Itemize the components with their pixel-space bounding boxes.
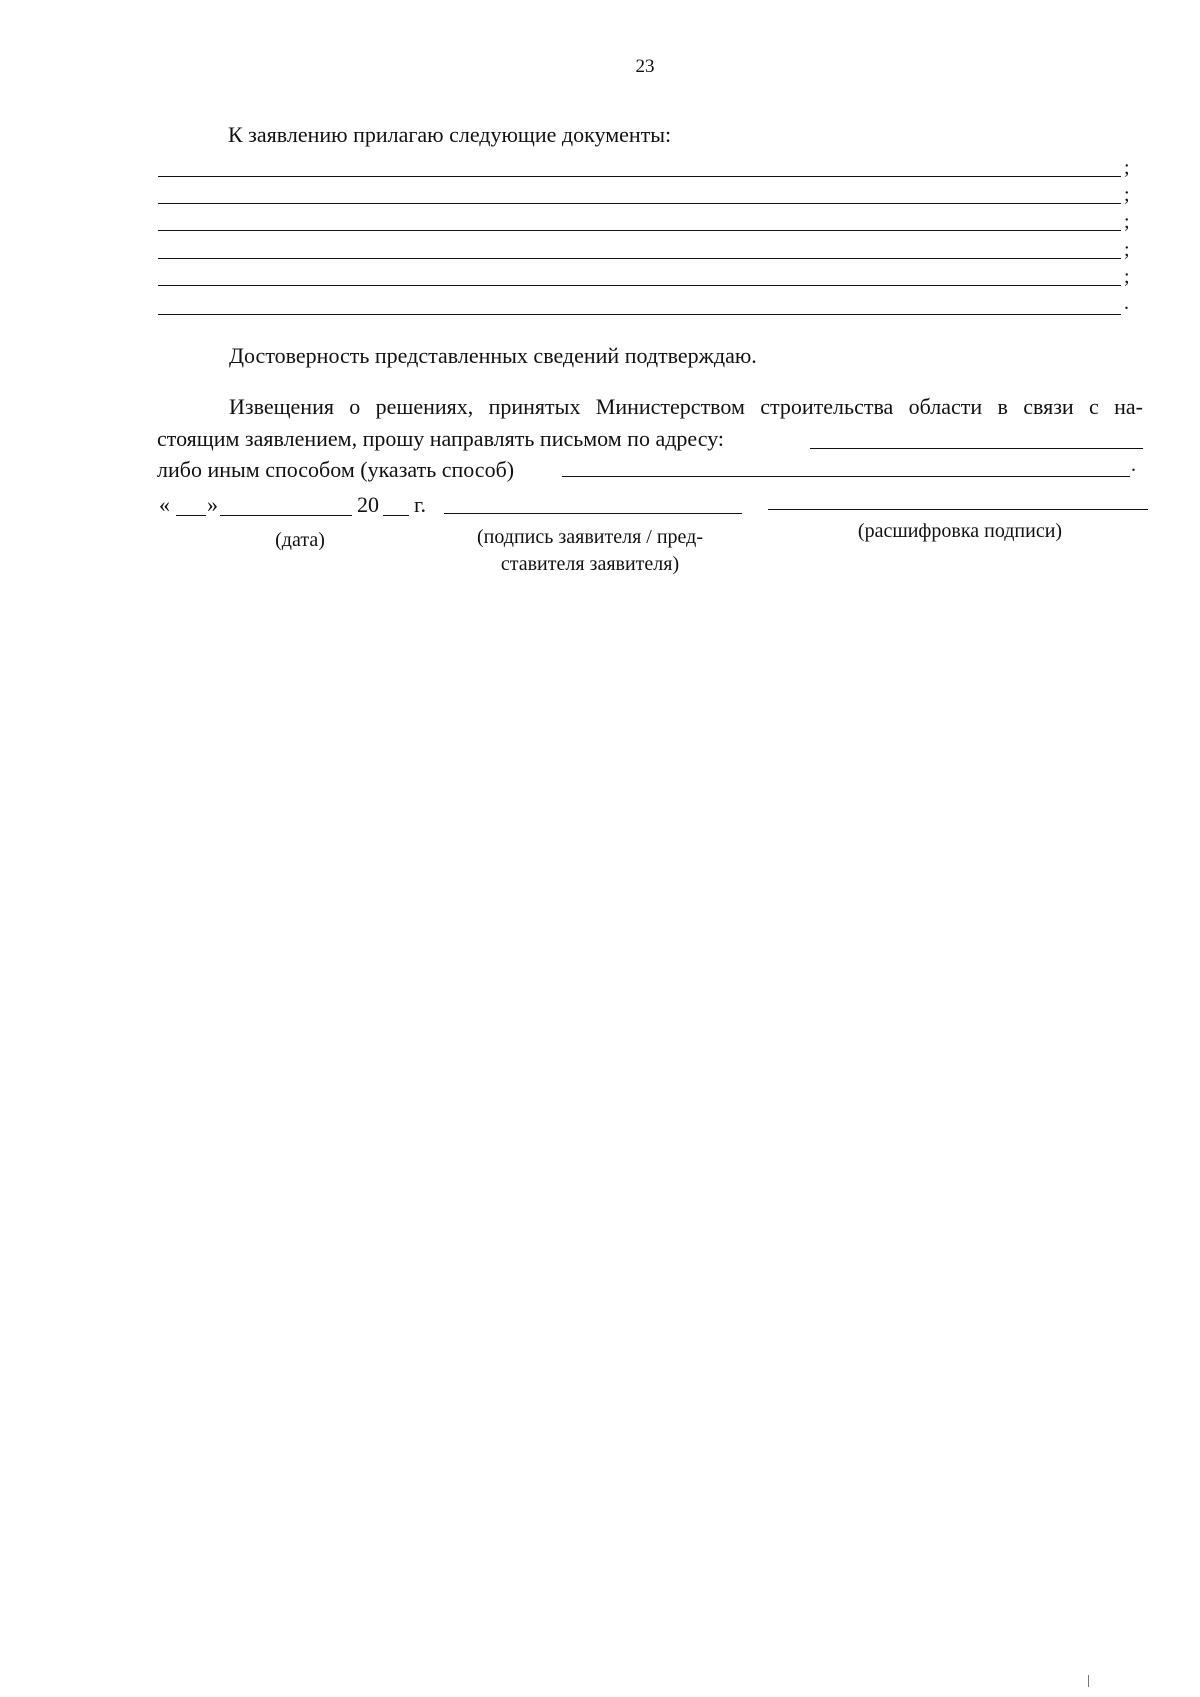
- month-field[interactable]: [220, 515, 352, 516]
- attachments-intro: К заявлению прилагаю следующие документы:: [228, 122, 672, 147]
- year-field[interactable]: [383, 515, 409, 516]
- attachment-line-5-end: ;: [1124, 266, 1130, 288]
- signature-field[interactable]: [444, 513, 742, 514]
- signature-caption-line-2: ставителя заявителя): [500, 553, 680, 575]
- attachment-line-2-end: ;: [1124, 184, 1130, 206]
- date-caption: (дата): [275, 529, 325, 551]
- year-prefix: 20: [357, 492, 379, 517]
- attachment-line-5[interactable]: [158, 285, 1121, 286]
- date-open-quote: «: [159, 492, 170, 517]
- notification-line-2: стоящим заявлением, прошу направлять письмом по адресу:: [157, 426, 725, 451]
- notification-line-3: либо иным способом (указать способ): [157, 457, 515, 482]
- attachment-line-4-end: ;: [1124, 239, 1130, 261]
- page-number: 23: [635, 56, 655, 77]
- other-method-end: .: [1131, 454, 1136, 476]
- notification-line-1: Извещения о решениях, принятых Министерством строительства области в связи с на-: [229, 394, 1143, 419]
- confirmation-text: Достоверность представленных сведений подтверждаю.: [229, 343, 757, 368]
- other-method-field[interactable]: [562, 476, 1130, 477]
- attachment-line-1-end: ;: [1124, 157, 1130, 179]
- attachment-line-4[interactable]: [158, 258, 1121, 259]
- attachment-line-6-end: .: [1124, 292, 1129, 314]
- signature-caption: [440, 524, 740, 578]
- signature-decoding-field[interactable]: [768, 509, 1148, 510]
- decoding-caption: (расшифровка подписи): [857, 520, 1063, 542]
- attachment-line-2[interactable]: [158, 203, 1121, 204]
- scan-mark: [1088, 1675, 1089, 1687]
- day-field[interactable]: [176, 515, 206, 516]
- attachment-line-3-end: ;: [1124, 211, 1130, 233]
- date-close-quote: »: [207, 492, 218, 517]
- year-suffix: г.: [414, 492, 427, 517]
- attachment-line-6[interactable]: [158, 314, 1121, 315]
- attachment-line-1[interactable]: [158, 176, 1121, 177]
- address-field[interactable]: [810, 448, 1143, 449]
- attachment-line-3[interactable]: [158, 230, 1121, 231]
- signature-caption-line-1: (подпись заявителя / пред-: [477, 526, 703, 548]
